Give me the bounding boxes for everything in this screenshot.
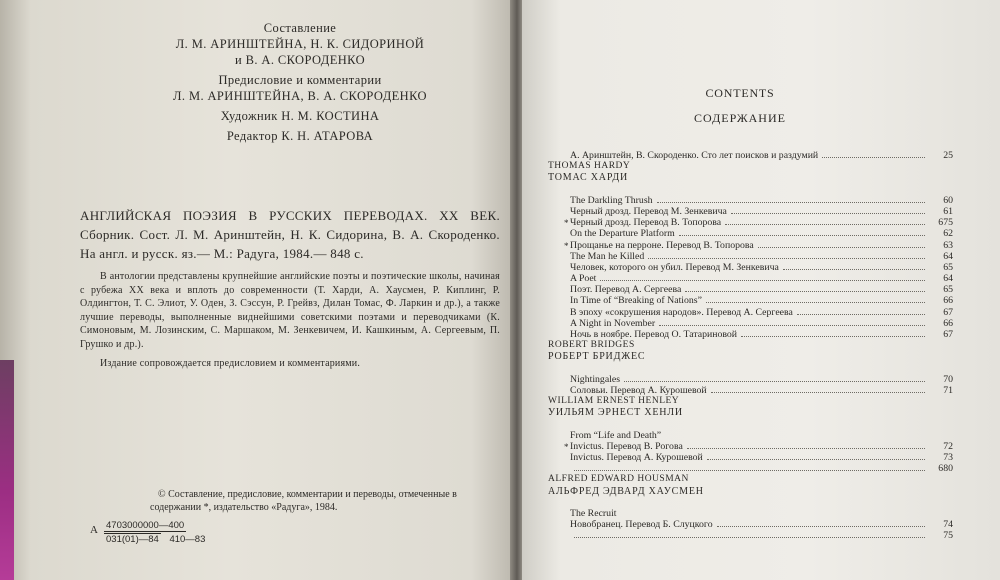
toc-entry-title: WILLIAM ERNEST HENLEY [548, 396, 680, 407]
fabric-edge [0, 360, 14, 580]
toc-author-heading [548, 474, 953, 485]
toc-page-number: 63 [943, 239, 953, 251]
dot-leader [731, 213, 925, 214]
dot-leader [600, 280, 925, 281]
toc-page-number: 66 [943, 317, 953, 329]
toc-page-number: 65 [943, 261, 953, 273]
toc-entry [548, 195, 953, 206]
annotation-text: В антологии представлены крупнейшие английские поэты и поэтические школы, начиная с рубежа XX века и вплоть до современности (Т. Харди, А. Хаусмен, Р. Киплинг, Р. Олдингтон, Т. С. Элиот, У. Оден, З. Сэссун, Р. Грейвз, Дилан Томас, Ф. Ларкин и др.), а также лучшие переводы, выполненные виднейшими советскими поэтами и переводчиками (К. Симоновым, М. Лозинским, С. Маршаком, М. Зенкевичем, И. Кашкиным, А. Сергеевым, П. Грушко и др.). [80, 271, 500, 350]
toc-page-number: 64 [943, 273, 953, 285]
dot-leader [725, 224, 925, 225]
toc-page-number: 75 [943, 530, 953, 542]
toc-entry-title: УИЛЬЯМ ЭРНЕСТ ХЕНЛИ [548, 407, 683, 419]
toc-entry-title: In Time of “Breaking of Nations” [570, 295, 702, 307]
toc-entry [548, 374, 953, 385]
contents-title-ru: СОДЕРЖАНИЕ [694, 111, 786, 125]
toc-author-heading [548, 340, 953, 351]
publication-code [90, 520, 205, 545]
toc-entry [548, 419, 953, 430]
toc-entry [548, 530, 953, 541]
toc-author-heading [548, 161, 953, 172]
toc-page-number: 72 [943, 440, 953, 452]
dot-leader [687, 448, 925, 449]
toc-entry-title: А. Аринштейн, В. Скороденко. Сто лет поисков и раздумий [570, 150, 819, 161]
credit-line: и В. А. СКОРОДЕНКО [234, 53, 366, 67]
toc-entry [548, 228, 953, 239]
toc-entry [548, 519, 953, 530]
dot-leader [657, 202, 925, 203]
toc-entry [548, 385, 953, 396]
toc-entry-title: ALFRED EDWARD HOUSMAN [548, 474, 689, 485]
dot-leader [707, 459, 925, 460]
toc-entry-title: Черный дрозд. Перевод М. Зенкевича [570, 205, 727, 217]
toc-page-number: 67 [943, 306, 953, 318]
toc-entry-title: The Darkling Thrush [570, 194, 653, 206]
toc-entry [548, 295, 953, 306]
toc-entry-title: A Poet [570, 273, 597, 285]
toc-author-heading [548, 486, 953, 497]
toc-entry [548, 329, 953, 340]
toc-page-number: 70 [943, 373, 953, 385]
toc-entry [548, 217, 953, 228]
dot-leader [648, 258, 925, 259]
toc-entry [548, 240, 953, 251]
dot-leader [822, 157, 925, 158]
table-of-contents [548, 150, 953, 542]
contents-heading [640, 86, 840, 126]
toc-entry [548, 273, 953, 284]
toc-entry [548, 262, 953, 273]
dot-leader [758, 247, 925, 248]
toc-entry-title: Прощанье на перроне. Перевод В. Топорова [570, 239, 754, 251]
annotation [80, 270, 500, 377]
credit-line: Л. М. АРИНШТЕЙНА, В. А. СКОРОДЕНКО [173, 89, 427, 103]
bibliographic-entry: АНГЛИЙСКАЯ ПОЭЗИЯ В РУССКИХ ПЕРЕВОДАХ. XX ВЕК. Сборник. Сост. Л. М. Аринштейн, Н. К. Сидорина, В. А. Скороденко. На англ. и русск. яз.— М.: Радуга, 1984.— 848 с. [80, 208, 500, 261]
dot-leader [706, 302, 925, 303]
toc-entry-title: Invictus. Перевод В. Рогова [570, 440, 683, 452]
translation-marker: * [564, 441, 569, 452]
toc-entry-title: A Night in November [570, 317, 656, 329]
toc-entry-title: ТОМАС ХАРДИ [548, 172, 629, 184]
toc-entry [548, 463, 953, 474]
toc-page-number: 25 [943, 150, 953, 161]
code-prefix: А [90, 524, 98, 536]
toc-entry-title: АЛЬФРЕД ЭДВАРД ХАУСМЕН [548, 485, 704, 497]
toc-entry [548, 452, 953, 463]
toc-author-heading [548, 351, 953, 362]
toc-entry-title: From “Life and Death” [570, 429, 662, 441]
contents-title-en: CONTENTS [705, 86, 775, 100]
toc-page-number: 71 [943, 384, 953, 396]
toc-entry [548, 307, 953, 318]
toc-entry-title: On the Departure Platform [570, 228, 675, 240]
toc-entry [548, 363, 953, 374]
toc-entry [548, 150, 953, 161]
toc-page-number: 67 [943, 329, 953, 340]
toc-page-number: 66 [943, 295, 953, 307]
toc-entry [548, 430, 953, 441]
toc-author-heading [548, 172, 953, 183]
toc-entry-title: Ночь в ноябре. Перевод О. Татариновой [570, 329, 738, 340]
toc-entry-title: РОБЕРТ БРИДЖЕС [548, 351, 646, 363]
dot-leader [741, 336, 925, 337]
toc-page-number: 74 [943, 519, 953, 531]
dot-leader [679, 235, 925, 236]
toc-entry [548, 318, 953, 329]
toc-entry-title: THOMAS HARDY [548, 161, 631, 172]
toc-entry-title: Invictus. Перевод А. Курошевой [570, 452, 703, 464]
toc-entry-title: ROBERT BRIDGES [548, 340, 635, 351]
toc-entry-title: Черный дрозд. Перевод В. Топорова [570, 217, 722, 229]
code-numerator: 4703000000—400 [106, 520, 185, 531]
dot-leader [574, 537, 925, 538]
dot-leader [685, 291, 925, 292]
toc-page-number: 60 [943, 194, 953, 206]
toc-entry [548, 497, 953, 508]
toc-entry [548, 206, 953, 217]
dot-leader [717, 526, 925, 527]
toc-page-number: 65 [943, 284, 953, 296]
toc-page-number: 61 [943, 205, 953, 217]
toc-entry-title: В эпоху «сокрушения народов». Перевод А. Сергеева [570, 306, 793, 318]
toc-entry [548, 508, 953, 519]
toc-page-number: 62 [943, 228, 953, 240]
toc-page-number: 675 [938, 217, 953, 229]
toc-entry [548, 251, 953, 262]
dot-leader [711, 392, 925, 393]
translation-marker: * [564, 218, 569, 229]
dot-leader [783, 269, 925, 270]
dot-leader [797, 314, 925, 315]
annotation-note: Издание сопровождается предисловием и комментариями. [100, 358, 361, 369]
code-denominator: 031(01)—84 [106, 534, 159, 545]
toc-entry-title: The Man he Killed [570, 250, 645, 262]
toc-entry [548, 284, 953, 295]
toc-entry-title: Человек, которого он убил. Перевод М. Зенкевича [570, 261, 779, 273]
toc-author-heading [548, 407, 953, 418]
credit-line: Художник Н. М. КОСТИНА [220, 109, 380, 123]
code-suffix: 410—83 [169, 534, 206, 545]
credits-block [140, 20, 460, 144]
toc-entry-title: The Recruit [570, 508, 617, 519]
dot-leader [624, 381, 925, 382]
dot-leader [574, 470, 925, 471]
copyright-notice: © Составление, предисловие, комментарии и переводы, отмеченные в содержании *, издательство «Радуга», 1984. [150, 489, 457, 513]
credit-line: Предисловие и комментарии [218, 73, 382, 87]
credit-line: Редактор К. Н. АТАРОВА [226, 129, 374, 143]
toc-page-number: 64 [943, 250, 953, 262]
toc-entry [548, 184, 953, 195]
toc-page-number: 73 [943, 452, 953, 464]
toc-entry-title: Новобранец. Перевод Б. Слуцкого [570, 519, 713, 531]
translation-marker: * [564, 240, 569, 251]
toc-entry-title: Соловьи. Перевод А. Курошевой [570, 384, 707, 396]
toc-page-number: 680 [938, 463, 953, 475]
toc-entry-title: Поэт. Перевод А. Сергеева [570, 284, 682, 296]
toc-entry [548, 441, 953, 452]
credit-line: Составление [263, 21, 337, 35]
toc-author-heading [548, 396, 953, 407]
dot-leader [659, 325, 925, 326]
credit-line: Л. М. АРИНШТЕЙНА, Н. К. СИДОРИНОЙ [175, 37, 425, 51]
toc-entry-title: Nightingales [570, 373, 621, 385]
